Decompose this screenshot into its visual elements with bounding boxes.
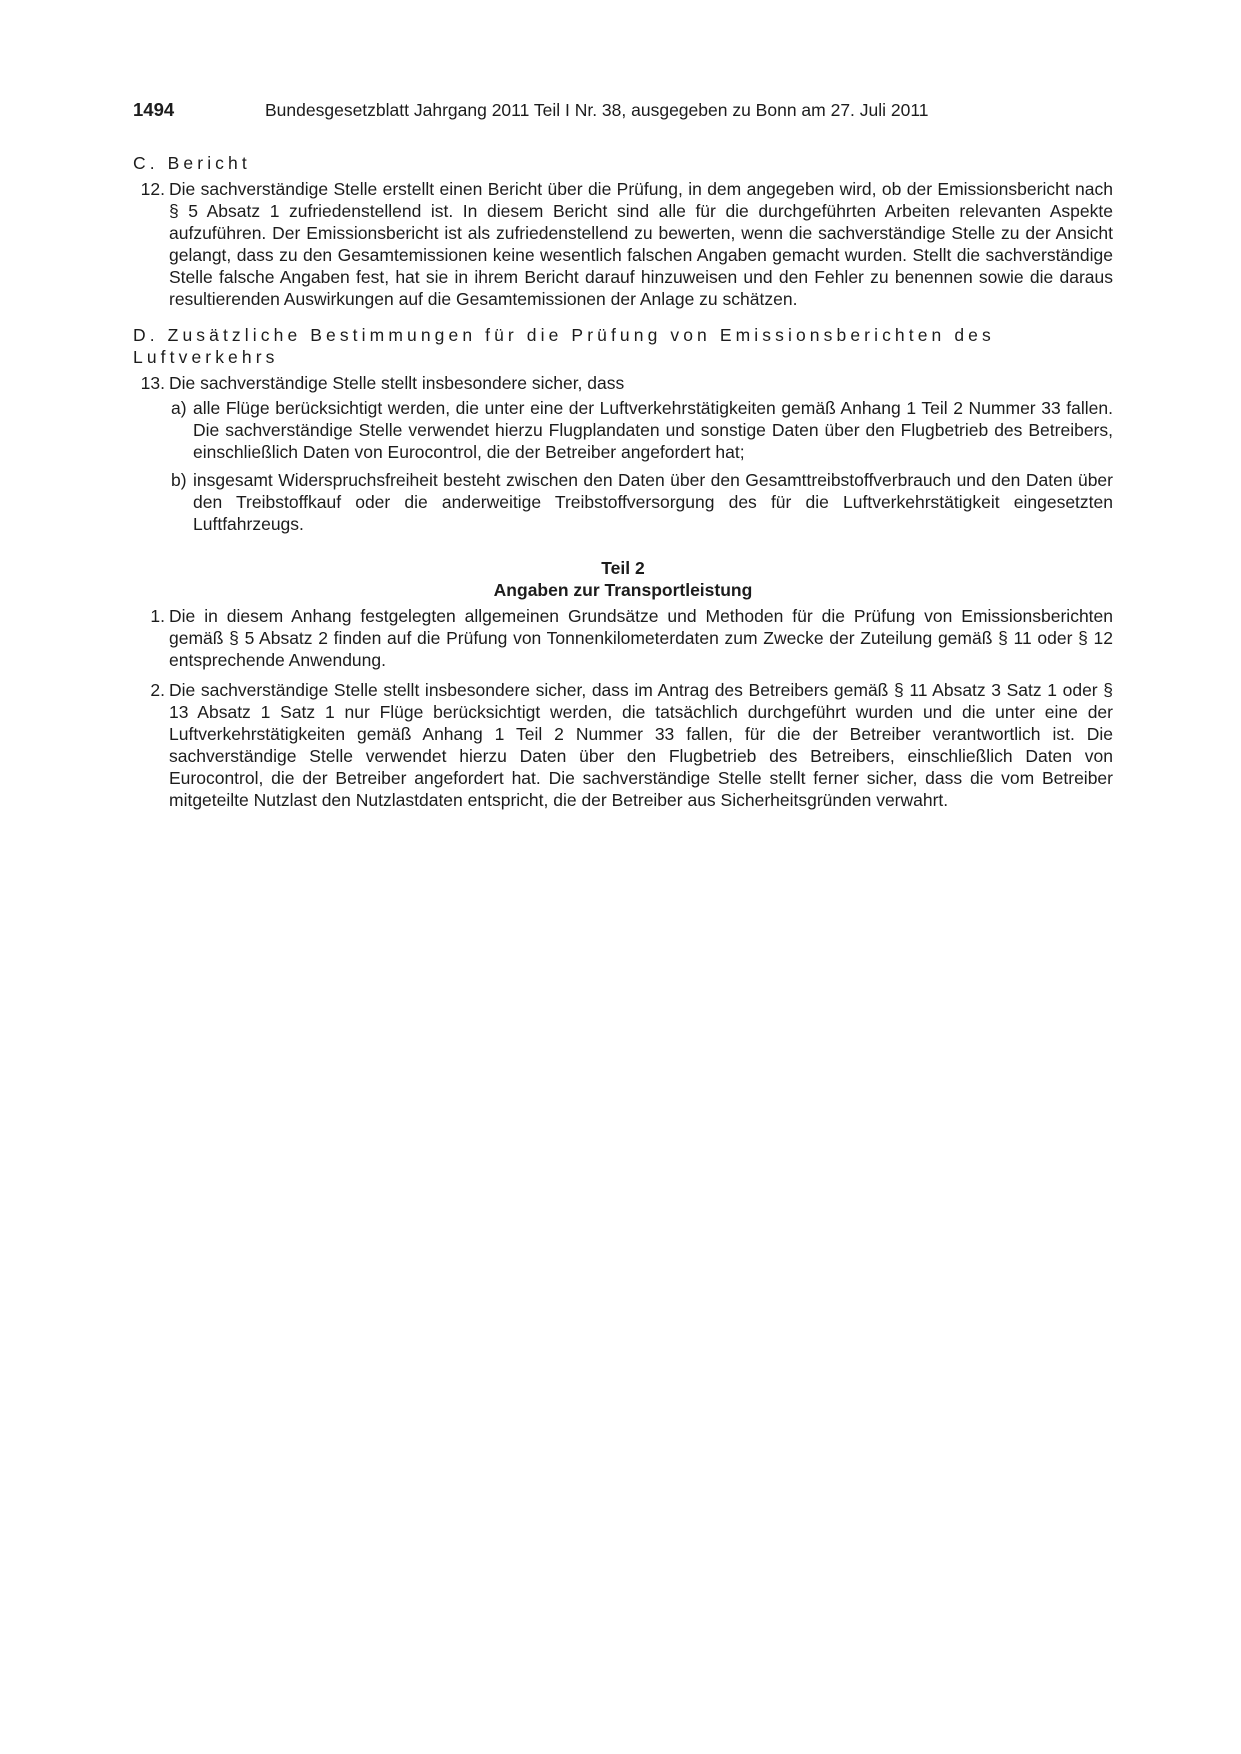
list-item bbox=[133, 372, 1113, 394]
item-text: Die sachverständige Stelle stellt insbesondere sicher, dass im Antrag des Betreibers gemäß § 11 Absatz 3 Satz 1 oder § 13 Absatz 1 Satz 1 nur Flüge berücksichtigt werden, die tatsächlich durchgeführt wurden und die unter eine der Luftverkehrstätigkeiten gemäß Anhang 1 Teil 2 Nummer 33 fallen, für die der Betreiber verantwortlich ist. Die sachverständige Stelle verwendet hierzu Daten über den Flugbetrieb des Betreibers, einschließlich Daten von Eurocontrol, die der Betreiber angefordert hat. Die sachverständige Stelle stellt ferner sicher, dass die vom Betreiber mitgeteilte Nutzlast den Nutzlastdaten entspricht, die der Betreiber aus Sicherheitsgründen verwahrt. bbox=[169, 680, 1113, 810]
list-item bbox=[133, 679, 1113, 811]
sub-item-label: b) bbox=[171, 470, 187, 490]
list-item bbox=[133, 178, 1113, 310]
item-text: Die sachverständige Stelle erstellt einen Bericht über die Prüfung, in dem angegeben wird, ob der Emissionsbericht nach § 5 Absatz 1 zufriedenstellend ist. In diesem Bericht sind alle für die durchgeführten Arbeiten relevanten Aspekte aufzuführen. Der Emissionsbericht ist als zufriedenstellend zu bewerten, wenn die sachverständige Stelle zu der Ansicht gelangt, dass zu den Gesamtemissionen keine wesentlich falschen Angaben gemacht wurden. Stellt die sachverständige Stelle falsche Angaben fest, hat sie in ihrem Bericht darauf hinzuweisen und den Fehler zu benennen sowie die daraus resultierenden Auswirkungen auf die Gesamtemissionen der Anlage zu schätzen. bbox=[169, 179, 1113, 309]
sub-item-label: a) bbox=[171, 398, 187, 418]
item-number: 1. bbox=[150, 606, 165, 626]
item-text: Die in diesem Anhang festgelegten allgemeinen Grundsätze und Methoden für die Prüfung von Emissionsberichten gemäß § 5 Absatz 2 finden auf die Prüfung von Tonnenkilometerdaten zum Zwecke der Zuteilung gemäß § 11 oder § 12 entsprechende Anwendung. bbox=[169, 606, 1113, 670]
document-body bbox=[133, 152, 1113, 819]
page-number: 1494 bbox=[133, 99, 175, 120]
item-text: Die sachverständige Stelle stellt insbesondere sicher, dass bbox=[169, 373, 625, 393]
sub-item bbox=[167, 469, 1113, 535]
part-title: Teil 2 bbox=[601, 558, 645, 578]
section-heading-d: D. Zusätzliche Bestimmungen für die Prüfung von Emissionsberichten des Luftverkehrs bbox=[133, 325, 995, 367]
running-head: Bundesgesetzblatt Jahrgang 2011 Teil I Nr. 38, ausgegeben zu Bonn am 27. Juli 2011 bbox=[265, 100, 929, 120]
part-subtitle: Angaben zur Transportleistung bbox=[493, 580, 753, 600]
item-number: 13. bbox=[140, 373, 165, 393]
sub-item-text: insgesamt Widerspruchsfreiheit besteht zwischen den Daten über den Gesamttreibstoffverbrauch und den Daten über den Treibstoffkauf oder die anderweitige Treibstoffversorgung des für die Luftverkehrstätigkeit eingesetzten Luftfahrzeugs. bbox=[193, 470, 1113, 534]
item-number: 12. bbox=[140, 179, 165, 199]
list-item bbox=[133, 605, 1113, 671]
sub-item bbox=[167, 397, 1113, 463]
section-heading-c: C. Bericht bbox=[133, 153, 251, 173]
item-number: 2. bbox=[150, 680, 165, 700]
page-header bbox=[133, 99, 1113, 125]
sub-item-text: alle Flüge berücksichtigt werden, die unter eine der Luftverkehrstätigkeiten gemäß Anhang 1 Teil 2 Nummer 33 fallen. Die sachverständige Stelle verwendet hierzu Flugplandaten und sonstige Daten über den Flugbetrieb des Betreibers, einschließlich Daten von Eurocontrol, die der Betreiber angefordert hat; bbox=[193, 398, 1113, 462]
